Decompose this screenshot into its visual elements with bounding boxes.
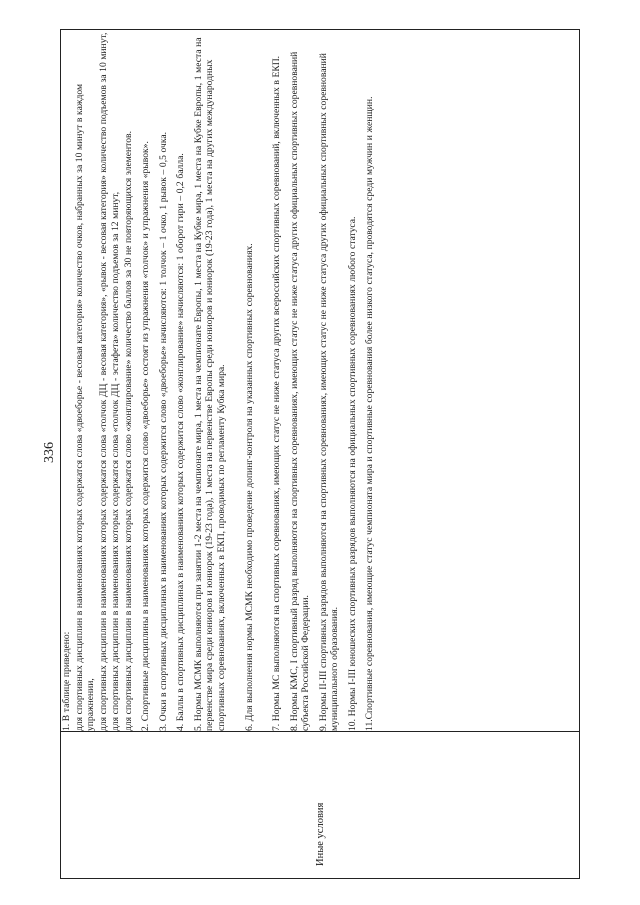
note-item: 3. Очки в спортивных дисциплинах в наименованиях которых содержится слово «двоеборье» начисляются: 1 толчок – 1 очко, 1 рывок – 0,5 очка. [157,131,169,731]
note-item: для спортивных дисциплин в наименованиях которых содержатся слова «двоеборье - весовая категория» количество очков, набранных за 10 минут в каждом упражнении, [73,83,97,731]
notes-text [61,30,376,731]
note-item: 5. Нормы МСМК выполняются при занятии 1-2 места на чемпионате мира, 1 места на чемпионате Европы, 1 места на Кубке мира, 1 места на Кубке Европы, 1 места на первенстве мира среди юниоров и юниорок (19-23 года), 1 места на первенстве Европы среди юниоров и юниорок (19-23 года), 1 места на других международных спортивных соревнованиях, включенных в ЕКП, проводимых по регламенту Кубка мира. [192,37,228,731]
note-item: 7. Нормы МС выполняются на спортивных соревнованиях, имеющих статус не ниже статуса других всероссийских спортивных соревнований, включенных в ЕКП. [271,55,283,731]
notes-intro: 1. В таблице приведено: [61,631,72,731]
note-item: 11.Спортивные соревнования, имеющие статус чемпионата мира и спортивные соревнования более низкого статуса, проводятся среди мужчин и женщин. [364,96,376,731]
note-item: для спортивных дисциплин в наименованиях которых содержатся слова «толчок ДЦ - эстафета» количество подъемов за 12 минут, [110,191,122,731]
label-cell [61,732,580,879]
note-item: для спортивных дисциплин в наименованиях которых содержатся слово «жонглирование» количество баллов за 30 не повторяющихся элементов. [122,131,134,731]
note-item: 8. Нормы КМС, I спортивный разряд выполняются на спортивных соревнованиях, имеющих статус не ниже статуса других официальных спортивных соревнований субъекта Российской Федерации. [288,51,312,731]
row-label: Иные условия [315,802,326,866]
page-number: 336 [42,442,57,463]
note-item: 6. Для выполнения нормы МСМК необходимо проведение допинг-контроля на указанных спортивных соревнованиях. [243,243,255,731]
note-item: 9. Нормы II-III спортивных разрядов выполняются на спортивных соревнованиях, имеющих статус не ниже статуса других официальных спортивных соревнований муниципального образования. [317,53,341,731]
notes-cell [61,30,580,732]
note-item: 10. Нормы I-III юношеских спортивных разрядов выполняются на официальных спортивных соревнованиях любого статуса. [346,216,358,731]
note-item: для спортивных дисциплин в наименованиях которых содержатся слова «толчок ДЦ - весовая категория», «рывок - весовая категория» количество подъемов за 10 минут, [97,32,109,731]
conditions-table [60,29,580,879]
note-item: 2. Спортивные дисциплины в наименованиях которых содержится слово «двоеборье» состоят из упражнения «толчок» и упражнения «рывок». [140,141,152,731]
note-item: 4. Баллы в спортивных дисциплинах в наименованиях которых содержится слово «жонглирование» начисляются: 1 оборот гири – 0,2 балла. [175,153,187,731]
table-row [61,30,580,879]
